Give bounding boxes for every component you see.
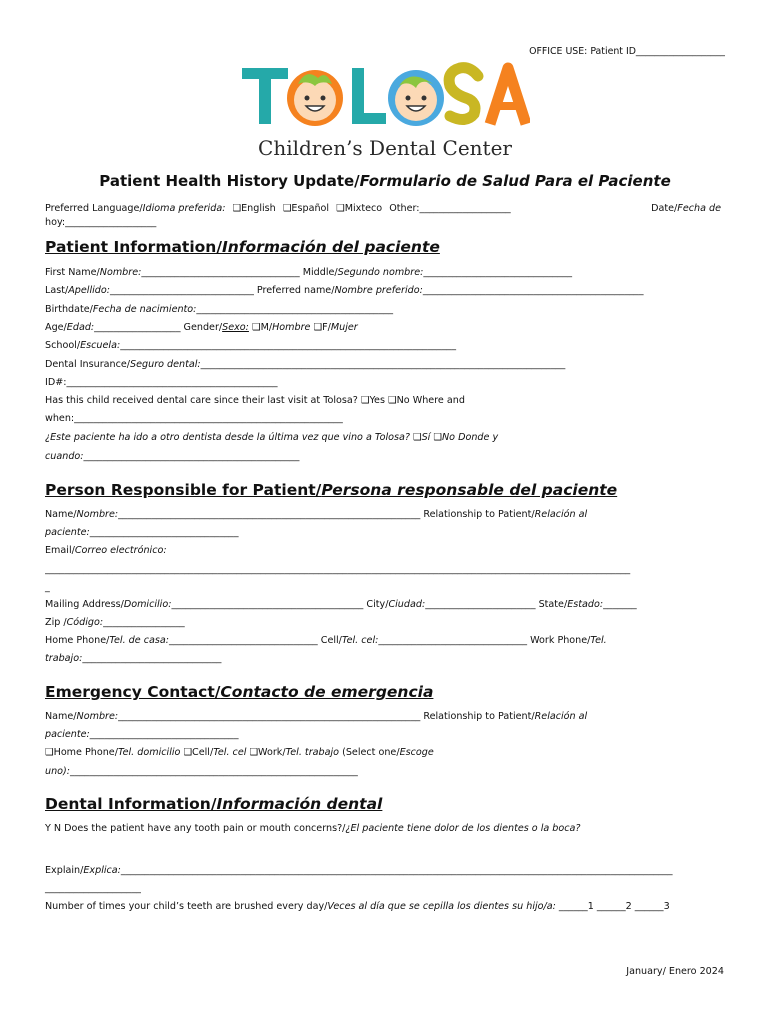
dental-care-cuando-field[interactable]: cuando:_____________________________________________	[45, 451, 300, 462]
checkbox-espanol[interactable]: ❑Español	[282, 203, 330, 214]
clinic-name: Children’s Dental Center	[258, 136, 512, 160]
other-language-field[interactable]: Other:___________________	[389, 203, 511, 214]
checkbox-english[interactable]: ❑English	[232, 203, 276, 214]
explain-field-continued[interactable]: ____________________	[45, 883, 141, 894]
explain-field[interactable]: Explain/Explica:___________________________________________________________________________________________________________________	[45, 865, 673, 876]
dental-care-when-field[interactable]: when:________________________________________________________	[45, 413, 343, 424]
zip-field[interactable]: Zip /Código:_________________	[45, 617, 185, 628]
responsible-relationship-field[interactable]: paciente:_______________________________	[45, 527, 239, 538]
dental-care-question[interactable]: Has this child received dental care since their last visit at Tolosa? ❑Yes ❑No Where and	[45, 395, 465, 406]
checkbox-mixteco[interactable]: ❑Mixteco	[336, 203, 383, 214]
form-title: Patient Health History Update/Formulario de Salud Para el Paciente	[99, 172, 671, 190]
section-heading-dental: Dental Information/Información dental	[45, 795, 383, 813]
emergency-phone-type-row[interactable]: ❑Home Phone/Tel. domicilio ❑Cell/Tel. cel ❑Work/Tel. trabajo (Select one/Escoge	[45, 747, 434, 758]
footer-date: January/ Enero 2024	[626, 966, 724, 977]
emergency-phone-field[interactable]: uno):____________________________________________________________	[45, 766, 358, 777]
phone-row[interactable]: Home Phone/Tel. de casa:_______________________________ Cell/Tel. cel:_______________________________ Work Phone/Tel.	[45, 635, 607, 646]
section-heading-responsible: Person Responsible for Patient/Persona responsable del paciente	[45, 481, 618, 499]
id-field[interactable]: ID#:____________________________________________	[45, 377, 278, 388]
school-field[interactable]: School/Escuela:______________________________________________________________________	[45, 340, 456, 351]
preferred-language-row: Preferred Language/Idioma preferida: ❑English ❑Español ❑Mixteco Other:___________________	[45, 203, 511, 214]
responsible-name-field[interactable]: Name/Nombre:_______________________________________________________________ Relationship to Patient/Relación al	[45, 509, 588, 520]
tooth-pain-question[interactable]: Y N Does the patient have any tooth pain or mouth concerns?/¿El paciente tiene dolor de los dientes o la boca?	[45, 823, 581, 834]
date-field[interactable]: hoy:___________________	[45, 217, 157, 228]
emergency-relationship-field[interactable]: paciente:_______________________________	[45, 729, 239, 740]
mailing-address-row[interactable]: Mailing Address/Domicilio:________________________________________ City/Ciudad:_______________________ State/Estado:_______	[45, 599, 637, 610]
first-middle-name-field[interactable]: First Name/Nombre:_________________________________ Middle/Segundo nombre:_______________________________	[45, 267, 573, 278]
brushing-frequency-row[interactable]: Number of times your child’s teeth are brushed every day/Veces al día que se cepilla los dientes su hijo/a: ______1 ______2 ______3	[45, 901, 670, 912]
email-field[interactable]: __________________________________________________________________________________________________________________________	[45, 564, 631, 575]
dental-care-question-es[interactable]: ¿Este paciente ha ido a otro dentista desde la última vez que vino a Tolosa? ❑Sí ❑No Donde y	[45, 432, 499, 443]
date-label: Date/Fecha de	[651, 203, 721, 214]
email-field-continued: _	[45, 582, 50, 593]
section-heading-emergency: Emergency Contact/Contacto de emergencia	[45, 683, 434, 701]
birthdate-field[interactable]: Birthdate/Fecha de nacimiento:_________________________________________	[45, 304, 394, 315]
section-heading-patient: Patient Information/Información del paciente	[45, 238, 440, 256]
last-preferred-name-field[interactable]: Last/Apellido:______________________________ Preferred name/Nombre preferido:______________________________________________	[45, 285, 644, 296]
email-label: Email/Correo electrónico:	[45, 545, 167, 556]
age-gender-row[interactable]: Age/Edad:__________________ Gender/Sexo: ❑M/Hombre ❑F/Mujer	[45, 322, 358, 333]
emergency-name-field[interactable]: Name/Nombre:_______________________________________________________________ Relationship to Patient/Relación al	[45, 711, 588, 722]
office-use-patient-id[interactable]: OFFICE USE: Patient ID___________________	[529, 46, 725, 57]
work-phone-field[interactable]: trabajo:_____________________________	[45, 653, 222, 664]
dental-insurance-field[interactable]: Dental Insurance/Seguro dental:____________________________________________________________________________	[45, 359, 566, 370]
